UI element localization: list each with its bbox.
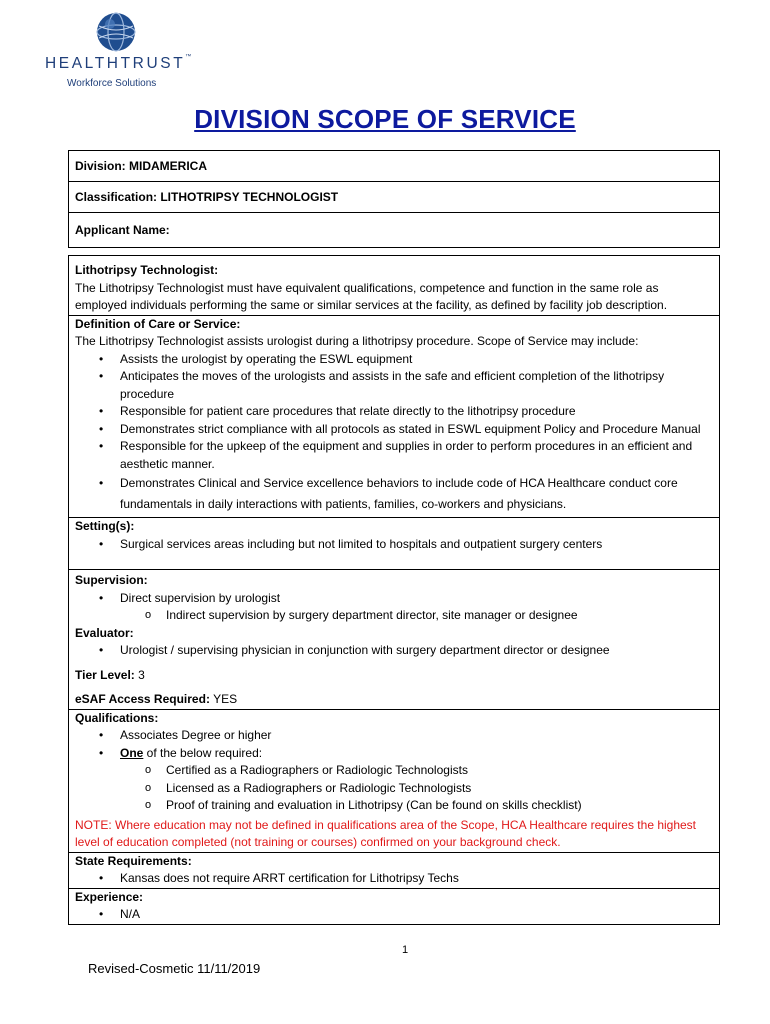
definition-section [69,316,719,519]
classification-row: Classification: LITHOTRIPSY TECHNOLOGIST [69,182,719,213]
list-item: • Associates Degree or higher [75,727,713,745]
state-list [75,870,713,888]
list-item: • Assists the urologist by operating the ESWL equipment [75,351,713,369]
definition-text: The Lithotripsy Technologist assists urologist during a lithotripsy procedure. Scope of Service may include: [75,334,639,348]
definition-list [75,351,713,516]
technologist-heading: Lithotripsy Technologist: [75,263,219,277]
technologist-text: The Lithotripsy Technologist must have equivalent qualifications, competence and function in the same role as employed individuals performing the same or similar services at the facility, as defined by facility job description. [75,280,668,312]
supervision-list [75,590,713,625]
esaf-label: eSAF Access Required: [75,692,210,706]
esaf-value: YES [213,692,238,706]
revision-footer: Revised-Cosmetic 11/11/2019 [88,961,261,976]
logo-subtitle: Workforce Solutions [67,78,157,89]
evaluator-heading: Evaluator: [75,625,134,640]
state-heading: State Requirements: [75,853,192,868]
settings-list [75,536,713,554]
state-requirements-section [69,853,719,889]
qualifications-section [69,710,719,853]
list-subitem: o Indirect supervision by surgery department director, site manager or designee [75,607,713,625]
tier-level [75,667,713,685]
division-row: Division: MIDAMERICA [69,151,719,182]
list-item: • Anticipates the moves of the urologists and assists in the safe and efficient completion of the lithotripsy procedure [75,368,713,403]
logo-wordmark: HEALTHTRUST™ [45,54,192,72]
document-title: DIVISION SCOPE OF SERVICE [194,104,576,134]
globe-icon [96,12,136,52]
evaluator-list [75,642,713,660]
settings-section [69,518,719,570]
list-item: • Responsible for the upkeep of the equipment and supplies in order to perform procedures in an efficient and aesthetic manner. [75,438,713,473]
list-item: • Urologist / supervising physician in conjunction with surgery department director or designee [75,642,713,660]
list-subitem: o Certified as a Radiographers or Radiologic Technologists [75,762,713,780]
experience-section [69,889,719,924]
esaf-access [75,691,713,709]
definition-heading: Definition of Care or Service: [75,316,241,331]
list-subitem: o Proof of training and evaluation in Lithotripsy (Can be found on skills checklist) [75,797,713,815]
list-item: • Kansas does not require ARRT certification for Lithotripsy Techs [75,870,713,888]
scope-table [68,255,720,925]
emphasis-one: One [120,745,144,760]
qualifications-heading: Qualifications: [75,710,159,725]
supervision-heading: Supervision: [75,573,148,587]
header-table [68,150,720,248]
list-item: • Demonstrates Clinical and Service excellence behaviors to include code of HCA Healthcare conduct core fundamentals in daily interactions with patients, families, co-workers and physicians. [75,473,713,515]
qualifications-list [75,727,713,815]
experience-heading: Experience: [75,889,144,904]
tier-label: Tier Level: [75,667,135,682]
supervision-section [69,570,719,710]
experience-list [75,906,713,924]
tier-value: 3 [138,667,145,682]
settings-heading: Setting(s): [75,519,135,533]
list-item: • One of the below required: [75,745,713,763]
list-item: • Demonstrates strict compliance with all protocols as stated in ESWL equipment Policy and Procedure Manual [75,421,713,439]
healthtrust-logo [45,12,205,94]
applicant-row: Applicant Name: [75,223,170,237]
page-number: 1 [402,944,409,956]
list-item: • Direct supervision by urologist [75,590,713,608]
list-item: • Surgical services areas including but not limited to hospitals and outpatient surgery centers [75,536,713,554]
education-note: NOTE: Where education may not be defined in qualifications area of the Scope, HCA Healthcare requires the highest level of education completed (not training or courses) confirmed on your background check. [75,817,697,849]
list-item: • Responsible for patient care procedures that relate directly to the lithotripsy procedure [75,403,713,421]
list-subitem: o Licensed as a Radiographers or Radiologic Technologists [75,780,713,798]
technologist-section [69,256,719,316]
list-item: • N/A [75,906,713,924]
